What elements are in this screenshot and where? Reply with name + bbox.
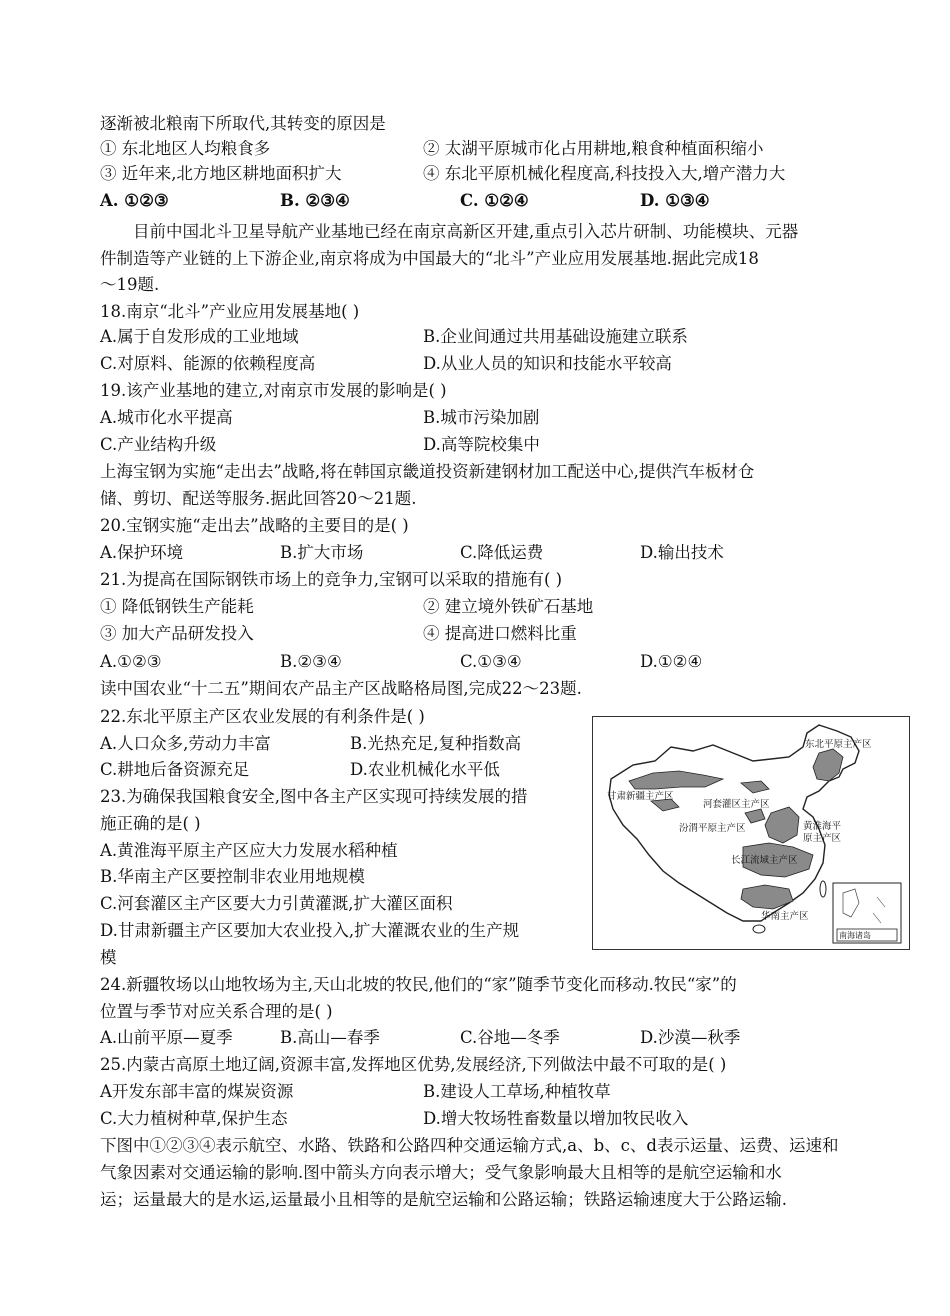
statement-left: ③ 近年来,北方地区耕地面积扩大 (100, 164, 342, 183)
label-hetao: 河套灌区主产区 (703, 799, 770, 810)
text-line: 上海宝钢为实施“走出去”战略,将在韩国京畿道投资新建钢材加工配送中心,提供汽车板材仓 (100, 462, 755, 481)
answer-option: A.①②③ (100, 652, 162, 671)
statement-right: ② 建立境外铁矿石基地 (423, 597, 594, 616)
text-line: D.甘肃新疆主产区要加大农业投入,扩大灌溉农业的生产规 (100, 921, 520, 940)
answer-option: D.沙漠—秋季 (640, 1028, 741, 1047)
statement-right: D.农业机械化水平低 (350, 760, 500, 779)
label-huanan: 华南主产区 (761, 911, 809, 922)
text-line: 气象因素对交通运输的影响.图中箭头方向表示增大；受气象影响最大且相等的是航空运输和水 (100, 1163, 782, 1182)
china-agriculture-map (592, 716, 910, 950)
answer-option: C.①③④ (460, 652, 522, 671)
text-line: 模 (100, 948, 117, 967)
statement-right: ④ 东北平原机械化程度高,科技投入大,增产潜力大 (423, 164, 786, 183)
text-line: 下图中①②③④表示航空、水路、铁路和公路四种交通运输方式,a、b、c、d表示运量、运费、运速和 (100, 1136, 839, 1155)
text-line: B.华南主产区要控制非农业用地规模 (100, 867, 365, 886)
statement-right: D.从业人员的知识和技能水平较高 (423, 354, 672, 373)
statement-left: A.人口众多,劳动力丰富 (100, 734, 271, 753)
text-line: 读中国农业“十二五”期间农产品主产区战略格局图,完成22～23题. (100, 679, 582, 698)
hainan-island (753, 925, 765, 933)
label-gansu: 甘肃新疆主产区 (607, 791, 674, 802)
statement-right: D.增大牧场牲畜数量以增加牧民收入 (423, 1109, 689, 1128)
answer-option: D.输出技术 (640, 543, 724, 562)
answer-option: A. ①②③ (100, 191, 169, 210)
label-dongbei: 东北平原主产区 (805, 739, 872, 750)
label-changjiang: 长江流域主产区 (731, 855, 798, 866)
text-line: 25.内蒙古高原土地辽阔,资源丰富,发挥地区优势,发展经济,下列做法中最不可取的是( ) (100, 1055, 727, 1074)
answer-option: B. ②③④ (280, 191, 350, 210)
map-drawing (593, 717, 908, 948)
statement-right: B.企业间通过共用基础设施建立联系 (423, 327, 688, 346)
statement-right: B.光热充足,复种指数高 (350, 734, 522, 753)
statement-left: C.耕地后备资源充足 (100, 760, 250, 779)
statement-left: ① 东北地区人均粮食多 (100, 139, 271, 158)
answer-option: A.山前平原—夏季 (100, 1028, 233, 1047)
text-line: 21.为提高在国际钢铁市场上的竞争力,宝钢可以采取的措施有( ) (100, 570, 563, 589)
text-line: 19.该产业基地的建立,对南京市发展的影响是( ) (100, 381, 447, 400)
statement-left: A.城市化水平提高 (100, 408, 233, 427)
answer-option: D.①②④ (640, 652, 703, 671)
answer-option: C.降低运费 (460, 543, 544, 562)
answer-option: C. ①②④ (460, 191, 529, 210)
answer-option: A.保护环境 (100, 543, 184, 562)
statement-right: B.城市污染加剧 (423, 408, 540, 427)
answer-option: C.谷地—冬季 (460, 1028, 560, 1047)
text-line: 18.南京“北斗”产业应用发展基地( ) (100, 302, 360, 321)
statement-right: ② 太湖平原城市化占用耕地,粮食种植面积缩小 (423, 139, 764, 158)
statement-left: ① 降低钢铁生产能耗 (100, 597, 254, 616)
text-line: 储、剪切、配送等服务.据此回答20～21题. (100, 489, 417, 508)
text-line: ～19题. (100, 275, 160, 294)
statement-left: C.产业结构升级 (100, 435, 217, 454)
answer-option: D. ①③④ (640, 191, 710, 210)
label-huanghuai-2: 原主产区 (803, 833, 842, 844)
text-line: A.黄淮海平原主产区应大力发展水稻种植 (100, 841, 398, 860)
text-line: 逐渐被北粮南下所取代,其转变的原因是 (100, 114, 386, 133)
text-line: 件制造等产业链的上下游企业,南京将成为中国最大的“北斗”产业应用发展基地.据此完成18 (100, 249, 759, 268)
text-line: 运；运量最大的是水运,运量最小且相等的是航空运输和公路运输；铁路运输速度大于公路运输. (100, 1190, 787, 1209)
statement-left: C.大力植树种草,保护生态 (100, 1109, 288, 1128)
text-line: 施正确的是( ) (100, 814, 201, 833)
text-line: 24.新疆牧场以山地牧场为主,天山北坡的牧民,他们的“家”随季节变化而移动.牧民“家”的 (100, 975, 737, 994)
statement-right: B.建设人工草场,种植牧草 (423, 1082, 611, 1101)
text-line: 位置与季节对应关系合理的是( ) (100, 1002, 333, 1021)
text-line: 23.为确保我国粮食安全,图中各主产区实现可持续发展的措 (100, 787, 528, 806)
text-line: C.河套灌区主产区要大力引黄灌溉,扩大灌区面积 (100, 894, 453, 913)
text-line: 22.东北平原主产区农业发展的有利条件是( ) (100, 707, 425, 726)
statement-right: D.高等院校集中 (423, 435, 540, 454)
statement-left: A开发东部丰富的煤炭资源 (100, 1082, 294, 1101)
answer-option: B.扩大市场 (280, 543, 364, 562)
statement-left: A.属于自发形成的工业地域 (100, 327, 299, 346)
statement-left: ③ 加大产品研发投入 (100, 624, 254, 643)
label-huanghuai-1: 黄淮海平 (803, 821, 842, 832)
statement-right: ④ 提高进口燃料比重 (423, 624, 577, 643)
taiwan-island (820, 881, 826, 897)
text-line: 20.宝钢实施“走出去”战略的主要目的是( ) (100, 516, 409, 535)
answer-option: B.高山—春季 (280, 1028, 380, 1047)
answer-option: B.②③④ (280, 652, 342, 671)
statement-left: C.对原料、能源的依赖程度高 (100, 354, 316, 373)
label-nanhai: 南海诸岛 (839, 931, 871, 940)
text-line: 目前中国北斗卫星导航产业基地已经在南京高新区开建,重点引入芯片研制、功能模块、元器 (133, 222, 799, 241)
label-fenwei: 汾渭平原主产区 (679, 823, 746, 834)
